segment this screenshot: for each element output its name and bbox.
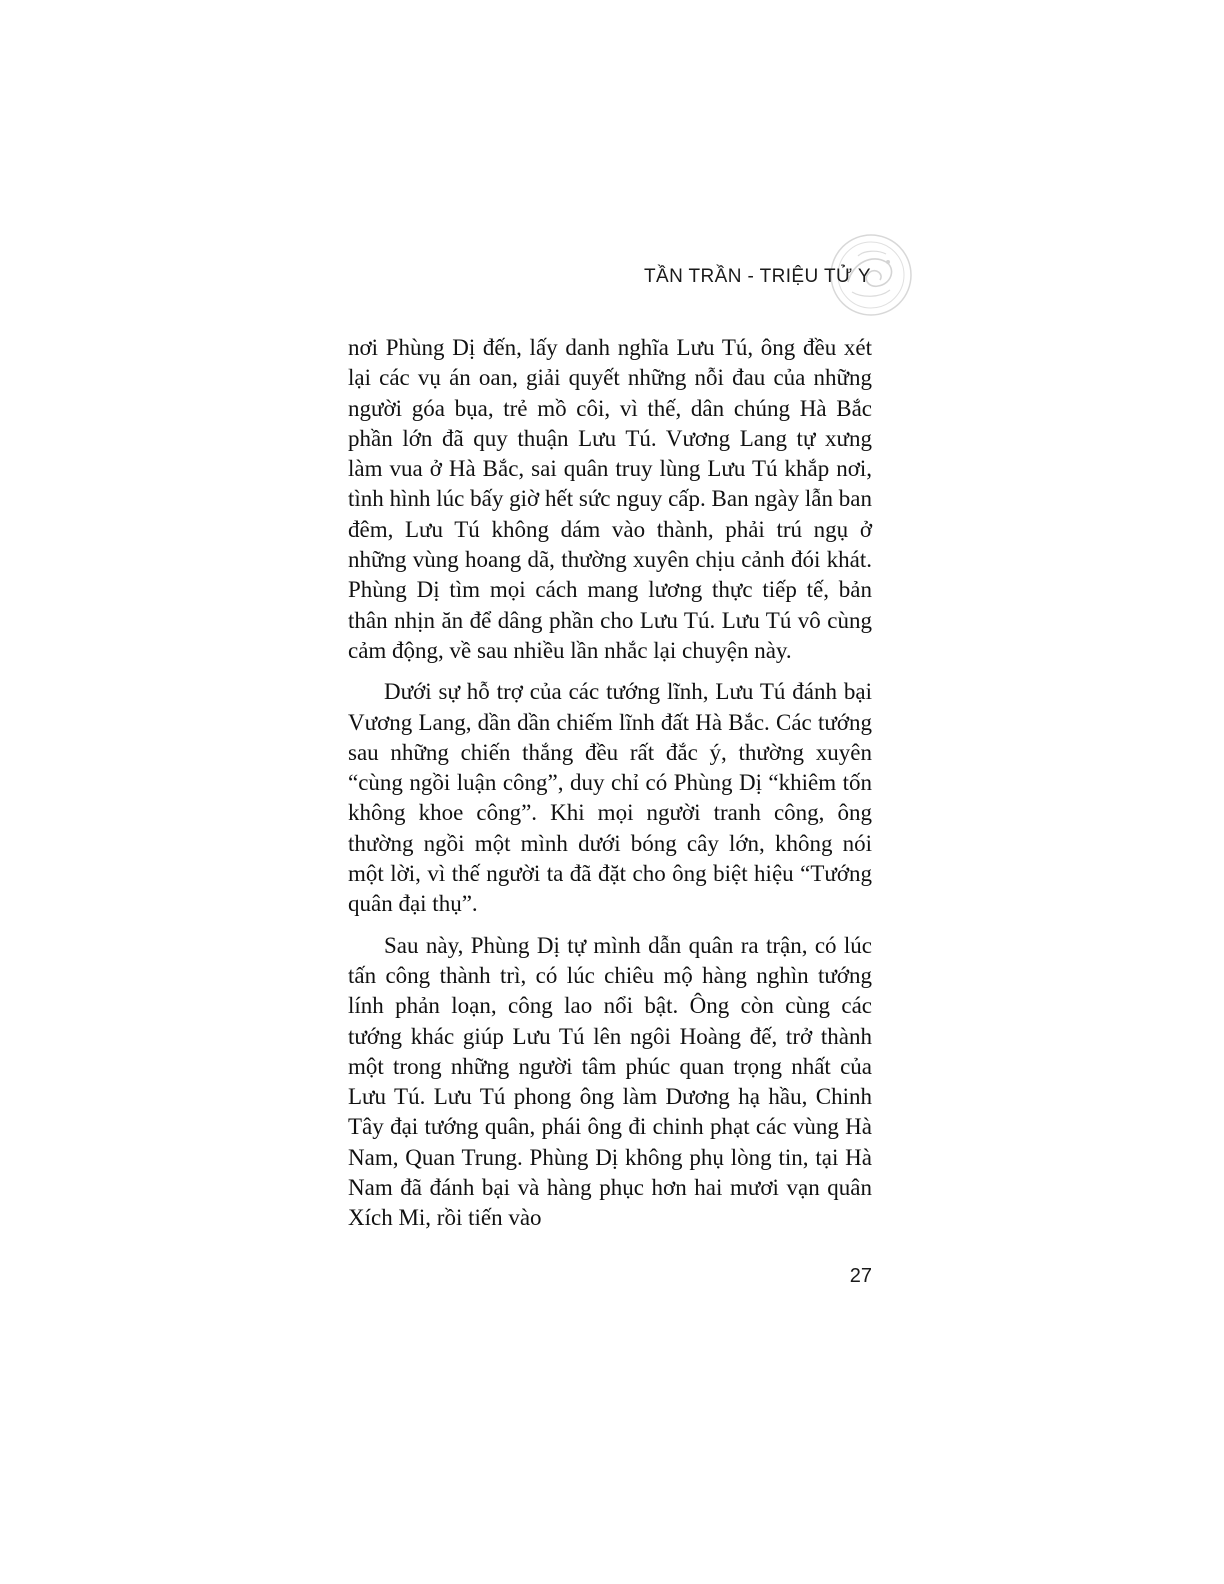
running-title: TẦN TRẦN - TRIỆU TỬ Y — [644, 266, 871, 287]
paragraph: Sau này, Phùng Dị tự mình dẫn quân ra trận, có lúc tấn công thành trì, có lúc chiêu mộ hàng nghìn tướng lính phản loạn, công lao nổi bật. Ông còn cùng các tướng khác giúp Lưu Tú lên ngôi Hoàng đế, trở thành một trong những người tâm phúc quan trọng nhất của Lưu Tú. Lưu Tú phong ông làm Dương hạ hầu, Chinh Tây đại tướng quân, phái ông đi chinh phạt các vùng Hà Nam, Quan Trung. Phùng Dị không phụ lòng tin, tại Hà Nam đã đánh bại và hàng phục hơn hai mươi vạn quân Xích Mi, rồi tiến vào — [348, 932, 872, 1231]
paragraph-continuation: nơi Phùng Dị đến, lấy danh nghĩa Lưu Tú, ông đều xét lại các vụ án oan, giải quyết những nỗi đau của những người góa bụa, trẻ mồ côi, vì thế, dân chúng Hà Bắc phần lớn đã quy thuận Lưu Tú. Vương Lang tự xưng làm vua ở Hà Bắc, sai quân truy lùng Lưu Tú khắp nơi, tình hình lúc bấy giờ hết sức nguy cấp. Ban ngày lẫn ban đêm, Lưu Tú không dám vào thành, phải trú ngụ ở những vùng hoang dã, thường xuyên chịu cảnh đói khát. Phùng Dị tìm mọi cách mang lương thực tiếp tế, bản thân nhịn ăn để dâng phần cho Lưu Tú. Lưu Tú vô cùng cảm động, về sau nhiều lần nhắc lại chuyện này. — [348, 335, 872, 663]
paragraph: Dưới sự hỗ trợ của các tướng lĩnh, Lưu Tú đánh bại Vương Lang, dần dần chiếm lĩnh đất Hà Bắc. Các tướng sau những chiến thắng đều rất đắc ý, thường xuyên “cùng ngồi luận công”, duy chỉ có Phùng Dị “khiêm tốn không khoe công”. Khi mọi người tranh công, ông thường ngồi một mình dưới bóng cây lớn, không nói một lời, vì thế người ta đã đặt cho ông biệt hiệu “Tướng quân đại thụ”. — [348, 679, 872, 917]
page-number: 27 — [849, 1265, 872, 1287]
body-text — [348, 333, 872, 1245]
